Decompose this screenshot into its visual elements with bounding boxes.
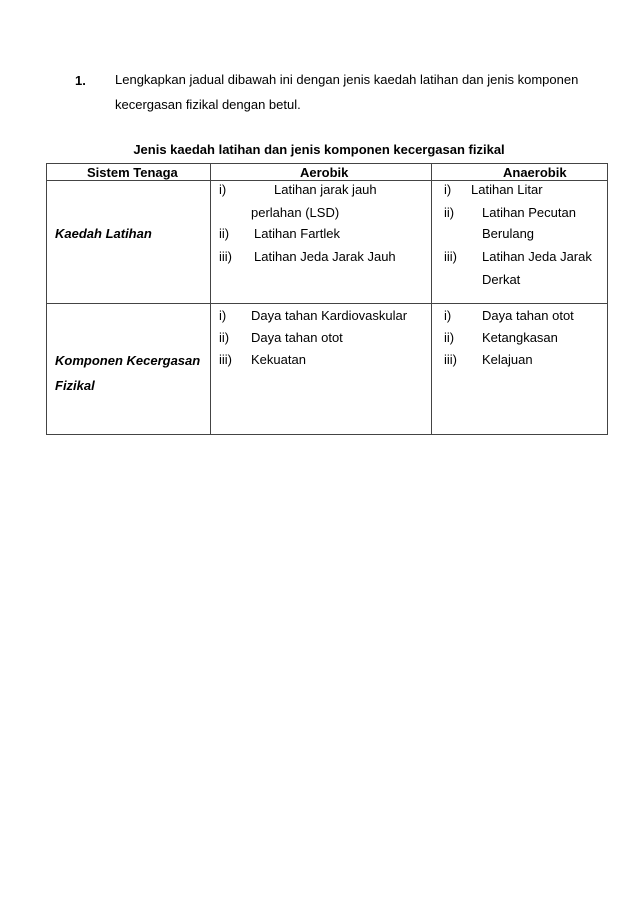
question-text [115, 67, 595, 117]
question-line-2: kecergasan fizikal dengan betul. [115, 97, 301, 112]
list-item: Latihan Fartlek [254, 226, 340, 241]
row-label-kaedah-latihan: Kaedah Latihan [55, 226, 152, 241]
list-number: i) [444, 308, 452, 323]
header-aerobik: Aerobik [300, 165, 349, 180]
list-item-continuation: Berulang [482, 226, 535, 241]
list-item-continuation: Derkat [482, 272, 521, 287]
list-number: iii) [444, 249, 457, 264]
list-item: Daya tahan otot [251, 330, 343, 345]
list-number: i) [219, 308, 227, 323]
question-number: 1. [75, 73, 86, 88]
header-sistem-tenaga: Sistem Tenaga [87, 165, 178, 180]
list-number: ii) [444, 205, 455, 220]
list-item-continuation: perlahan (LSD) [251, 205, 340, 220]
list-number: ii) [219, 226, 230, 241]
list-number: iii) [219, 352, 232, 367]
list-item: Latihan jarak jauh [274, 182, 377, 197]
list-number: iii) [219, 249, 232, 264]
list-item: Kekuatan [251, 352, 306, 367]
list-number: i) [219, 182, 227, 197]
list-item: Latihan Jeda Jarak [482, 249, 592, 264]
list-item: Latihan Jeda Jarak Jauh [254, 249, 396, 264]
list-item: Latihan Pecutan [482, 205, 576, 220]
list-item: Latihan Litar [471, 182, 543, 197]
header-anaerobik: Anaerobik [503, 165, 567, 180]
training-table [46, 163, 608, 435]
list-item: Kelajuan [482, 352, 533, 367]
list-item: Daya tahan otot [482, 308, 574, 323]
question-line-1: Lengkapkan jadual dibawah ini dengan jenis kaedah latihan dan jenis komponen [115, 72, 579, 87]
column-divider-2 [431, 164, 432, 434]
column-divider-1 [210, 164, 211, 434]
list-number: ii) [219, 330, 230, 345]
list-number: ii) [444, 330, 455, 345]
list-item: Ketangkasan [482, 330, 558, 345]
list-number: iii) [444, 352, 457, 367]
header-divider [47, 180, 607, 181]
row-divider [47, 303, 607, 304]
row-label-komponen-line-1: Komponen Kecergasan [55, 353, 201, 368]
list-number: i) [444, 182, 452, 197]
table-caption: Jenis kaedah latihan dan jenis komponen kecergasan fizikal [133, 142, 505, 157]
row-label-komponen-line-2: Fizikal [55, 378, 95, 393]
list-item: Daya tahan Kardiovaskular [251, 308, 408, 323]
